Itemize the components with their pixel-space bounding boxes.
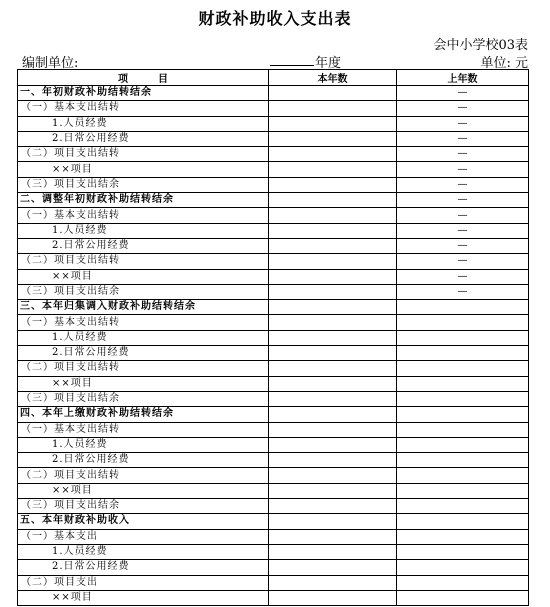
row-current-value-cell[interactable] [269,147,397,162]
row-previous-value-cell[interactable] [397,391,529,406]
row-previous-value-cell[interactable]: — [397,147,529,162]
table-row [18,376,529,391]
row-previous-value-cell[interactable]: — [397,162,529,177]
row-item-label: 二、调整年初财政补助结转结余 [18,193,269,208]
row-previous-value-cell[interactable]: — [397,116,529,131]
row-previous-value-cell[interactable] [397,407,529,422]
row-current-value-cell[interactable] [269,193,397,208]
table-row [18,254,529,269]
table-row [18,437,529,452]
row-current-value-cell[interactable] [269,529,397,544]
row-previous-value-cell[interactable]: — [397,269,529,284]
row-item-label: （一）基本支出结转 [18,422,269,437]
row-current-value-cell[interactable] [269,346,397,361]
row-current-value-cell[interactable] [269,575,397,590]
row-previous-value-cell[interactable] [397,468,529,483]
column-header-previous: 上年数 [397,70,529,86]
table-row [18,544,529,559]
year-blank-field[interactable] [270,52,314,66]
table-header-row [18,70,529,86]
row-previous-value-cell[interactable]: — [397,177,529,192]
row-current-value-cell[interactable] [269,208,397,223]
table-row [18,499,529,514]
table-row [18,422,529,437]
table-row [18,177,529,192]
table-row [18,361,529,376]
row-previous-value-cell[interactable] [397,376,529,391]
row-item-label: 2.日常公用经费 [18,346,269,361]
table-row [18,330,529,345]
row-current-value-cell[interactable] [269,391,397,406]
row-item-label: 1.人员经费 [18,330,269,345]
table-row [18,238,529,253]
row-previous-value-cell[interactable] [397,361,529,376]
row-current-value-cell[interactable] [269,560,397,575]
row-previous-value-cell[interactable] [397,346,529,361]
row-previous-value-cell[interactable]: — [397,208,529,223]
row-item-label: （三）项目支出结余 [18,499,269,514]
row-previous-value-cell[interactable] [397,575,529,590]
row-current-value-cell[interactable] [269,544,397,559]
year-label: 年度 [315,56,342,71]
row-item-label: （一）基本支出 [18,529,269,544]
table-row [18,300,529,315]
row-item-label: （一）基本支出结转 [18,315,269,330]
row-item-label: 1.人员经费 [18,437,269,452]
table-row [18,453,529,468]
column-header-current: 本年数 [269,70,397,86]
row-previous-value-cell[interactable] [397,514,529,529]
table-body [18,86,529,606]
row-item-label: 2.日常公用经费 [18,560,269,575]
row-current-value-cell[interactable] [269,483,397,498]
row-previous-value-cell[interactable]: — [397,131,529,146]
table-row [18,131,529,146]
row-current-value-cell[interactable] [269,514,397,529]
row-item-label: （二）项目支出结转 [18,254,269,269]
table-row [18,391,529,406]
row-current-value-cell[interactable] [269,468,397,483]
row-current-value-cell[interactable] [269,376,397,391]
row-item-label: ××项目 [18,162,269,177]
row-current-value-cell[interactable] [269,162,397,177]
row-previous-value-cell[interactable] [397,300,529,315]
row-item-label: 一、年初财政补助结转结余 [18,86,269,101]
row-current-value-cell[interactable] [269,590,397,605]
row-current-value-cell[interactable] [269,238,397,253]
row-current-value-cell[interactable] [269,330,397,345]
table-row [18,208,529,223]
row-current-value-cell[interactable] [269,300,397,315]
table-row [18,101,529,116]
row-item-label: 2.日常公用经费 [18,453,269,468]
row-item-label: ××项目 [18,483,269,498]
row-previous-value-cell[interactable] [397,529,529,544]
money-unit-label: 单位: 元 [480,56,528,71]
row-previous-value-cell[interactable] [397,590,529,605]
row-current-value-cell[interactable] [269,499,397,514]
table-row [18,284,529,299]
report-meta [22,52,528,71]
row-item-label: 1.人员经费 [18,223,269,238]
table-row [18,590,529,605]
report-table [17,69,529,606]
row-current-value-cell[interactable] [269,437,397,452]
row-previous-value-cell[interactable] [397,483,529,498]
row-item-label: 1.人员经费 [18,544,269,559]
row-previous-value-cell[interactable]: — [397,238,529,253]
table-row [18,514,529,529]
row-item-label: （二）项目支出结转 [18,361,269,376]
row-current-value-cell[interactable] [269,254,397,269]
row-current-value-cell[interactable] [269,223,397,238]
row-previous-value-cell[interactable] [397,544,529,559]
row-item-label: （一）基本支出结转 [18,101,269,116]
row-item-label: （一）基本支出结转 [18,208,269,223]
row-current-value-cell[interactable] [269,177,397,192]
row-previous-value-cell[interactable] [397,453,529,468]
table-row [18,468,529,483]
row-current-value-cell[interactable] [269,284,397,299]
row-previous-value-cell[interactable] [397,330,529,345]
row-previous-value-cell[interactable] [397,422,529,437]
row-previous-value-cell[interactable]: — [397,223,529,238]
row-item-label: ××项目 [18,269,269,284]
row-previous-value-cell[interactable]: — [397,254,529,269]
row-item-label: 四、本年上缴财政补助结转结余 [18,407,269,422]
row-current-value-cell[interactable] [269,131,397,146]
row-item-label: （二）项目支出结转 [18,468,269,483]
row-item-label: （二）项目支出结转 [18,147,269,162]
table-row [18,575,529,590]
table-row [18,407,529,422]
row-item-label: 1.人员经费 [18,116,269,131]
column-header-item: 项 目 [18,70,269,86]
row-current-value-cell[interactable] [269,269,397,284]
row-previous-value-cell[interactable] [397,437,529,452]
row-item-label: ××项目 [18,590,269,605]
row-previous-value-cell[interactable] [397,560,529,575]
table-row [18,147,529,162]
table-row [18,162,529,177]
row-item-label: （三）项目支出结余 [18,284,269,299]
row-item-label: 三、本年归集调入财政补助结转结余 [18,300,269,315]
compiling-unit-label: 编制单位: [22,56,79,71]
row-previous-value-cell[interactable] [397,315,529,330]
table-row [18,269,529,284]
table-row [18,346,529,361]
row-previous-value-cell[interactable]: — [397,86,529,101]
table-row [18,223,529,238]
row-item-label: 五、本年财政补助收入 [18,514,269,529]
row-previous-value-cell[interactable] [397,499,529,514]
table-row [18,116,529,131]
table-row [18,193,529,208]
row-item-label: （二）项目支出 [18,575,269,590]
report-title: 财政补助收入支出表 [198,9,352,28]
table-row [18,529,529,544]
row-item-label: （三）项目支出结余 [18,177,269,192]
row-current-value-cell[interactable] [269,86,397,101]
row-item-label: 2.日常公用经费 [18,131,269,146]
row-current-value-cell[interactable] [269,116,397,131]
row-previous-value-cell[interactable]: — [397,101,529,116]
table-row [18,315,529,330]
row-previous-value-cell[interactable]: — [397,193,529,208]
table-row [18,560,529,575]
row-current-value-cell[interactable] [269,422,397,437]
row-current-value-cell[interactable] [269,101,397,116]
row-current-value-cell[interactable] [269,361,397,376]
row-item-label: ××项目 [18,376,269,391]
table-row [18,86,529,101]
row-item-label: 2.日常公用经费 [18,238,269,253]
row-current-value-cell[interactable] [269,315,397,330]
row-current-value-cell[interactable] [269,407,397,422]
row-item-label: （三）项目支出结余 [18,391,269,406]
row-current-value-cell[interactable] [269,453,397,468]
row-previous-value-cell[interactable]: — [397,284,529,299]
table-row [18,483,529,498]
form-code: 会中小学校03表 [433,38,528,53]
